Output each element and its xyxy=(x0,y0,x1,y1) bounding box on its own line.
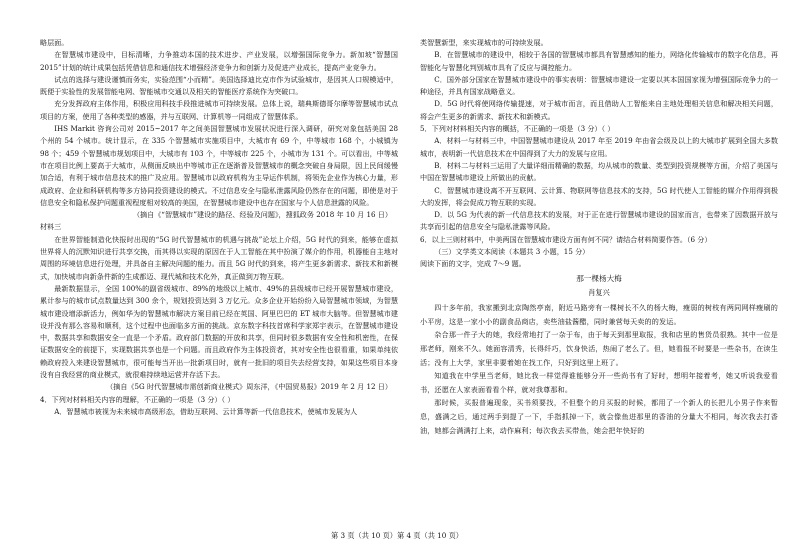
question-option: C．国外部分国家在智慧城市建设中的事实表明：智慧城市建设一定要以其本国国家视为增强国际竞争力的一种途径，并具有国家战略意义。 xyxy=(420,74,778,97)
paragraph: 在智慧城市建设中，目标清晰，力争推动本国的技术进步、产业发展，以增强国际竞争力。新加坡“智慧国2015”计划的统计成果包括凭借信息和通信技术增强经济竞争力和创新力及促进产业成长，提高产业竞争力。 xyxy=(40,50,398,72)
paragraph: IHS Markit 咨询公司对 2015~2017 年之间美国智慧城市发展状况进行深入调研，研究对象包括美国 28 个州的 54 个城市。统计显示，在 335 个智慧城市实施项目中，大城市有 69 个，中等城市 168 个，小城镇为 98 个；459 个智慧城市规划项目中，大城市有 103 个，中等城市 225 个，小城市为 131 个。可以看出，中等城市在项目比例上要高于大城市，从侧面反映出中等城市正在逐渐普及智慧城市的概念突破自身局限，因上民间缓慢加合适，有利于城市信息技术的推广及应用。智慧城市以政府机构为主导运作机制，将领先企业作为核心力量，形成政府、企业和科研机构等多方协同投资建设的模式。不过信息安全与隐私泄露风险仍然存在的问题，即使是对于信息安全和隐私保护问题重视程度相对较高的美国，在智慧城市建设中也存在国家与个人信息泄露的风险。 xyxy=(40,124,398,207)
story-author: 肖复兴 xyxy=(588,287,610,297)
source-citation: （摘自《5G 时代智慧城市需创新商业模式》周东洋，《中国贸易报》2019 年 2 月 12 日） xyxy=(106,382,392,392)
source-citation: （摘自《“智慧城市”建设的路径、经验及问题》，搜狐政务 2018 年 10 月 16 日） xyxy=(132,210,392,220)
question-4: 4．下列对材料相关内容的理解，不正确的一项是（3 分）（ ） xyxy=(40,394,235,404)
paragraph: 试点的选择与建设谨慎而务实，实验范围“小而精”。美国选择迪比克市作为试验城市，是因其人口规模适中，既便于实验性的发展智能电网、智能城市交通以及相关的智能医疗系统作为突破口。 xyxy=(40,74,398,97)
section-intro: 阅读下面的文字，完成 7～9 题。 xyxy=(420,259,526,269)
question-option: B．在智慧城市的建设中，相较于各国的智慧城市都具有智慧感知的能力，网络化传输城市的数字化信息，再智能化与智慧化判别城市具有了反应与调控能力。 xyxy=(420,50,778,72)
question-option: D．以 5G 为代表的新一代信息技术的发展，对于正在进行智慧城市建设的国家而言，也带来了因数据开放与共享而引起的信息安全与隐私泄露等风险。 xyxy=(420,210,778,232)
paragraph: 最新数据显示，全国 100%的副省级城市、89%的地级以上城市、49%的县级城市已经开展智慧城市建设，累计参与的城市试点数量达到 300 余个，规划投资达到 3 万亿元。众多企业开始纷纷入局智慧城市领域，为智慧城市建设增添新活力，例如华为的智慧城市解决方案目前已经在英国、阿里巴巴的 ET 城市大脑等。但智慧城市建设并没有那么容易和顺利，这个过程中也面临多方面的挑战。京东数字科技首席科学家郑宇表示，在智慧城市建设中，数据共享和数据安全一直是一个矛盾。政府部门数据的开放和共享，但同时很多数据有安全性和机密性，在保证数据安全的前提下，实现数据共享也是一个问题。而且政府作为主体投资者，其对安全性也很看重，如果单纯依赖政府投入来建设智慧城市，很可能每当开出一批新项目时，就有一批旧的项目失去经营支持，如果这些项目本身没有自我经营的商业模式，就很难持续地运营并存活下去。 xyxy=(40,283,398,380)
question-option: B．材料二与材料三运用了大量详细而精确的数据，均从城市的数量、类型到投资规模等方面，介绍了美国与中国在智慧城市建设上所做出的贡献。 xyxy=(420,160,778,183)
question-option-continued: 类智慧新型，来实现城市的可持续发展。 xyxy=(420,38,548,47)
story-paragraph: 杂合那一件子大的她，我经常地打了一杂于布，由于每天到那里取报，我和店里的售货员很熟。其中一位是邢老师，刚来不久。她面容清秀，长得纤巧，饮身快活，热闹了老么了。但，她看报不时要是一些杂书，在读生活；没有上大学，家里非要着她在找工作，只好到这里上班了。 xyxy=(420,330,778,367)
question-option: D．5G 时代将使网络传输提速，对于城市而言，而且借助人工智能来自主地处理相关信息和解决相关问题，将会产生更多的新需求、新技术和新模式。 xyxy=(420,99,778,121)
story-paragraph: 知道我在中学里当老师，她比我一样觉得谁能够分开一些尚书有了好时，想明年接着考，她又听说我爱看书，还愿在人家表面看看个样，就对我尊那和。 xyxy=(420,371,778,394)
paragraph: 略层面。 xyxy=(40,38,69,47)
right-column xyxy=(420,37,778,437)
question-5: 5．下列对材料相关内容的概括，不正确的一项是（3 分）（ ） xyxy=(420,124,615,134)
question-6: 6．以上三则材料中，中美两国在智慧城市建设方面有何不同？请结合材料简要作答。（6 分） xyxy=(420,234,712,244)
material-heading: 材料三 xyxy=(40,222,62,232)
section-title: （三）文学类文本阅读（本题共 3 小题，15 分） xyxy=(434,247,590,257)
page-footer: 第 3 页（共 10 页）第 4 页（共 10 页） xyxy=(331,531,463,540)
story-title: 那一棵杨大梅 xyxy=(576,273,622,283)
left-column xyxy=(40,37,398,418)
question-option: A．智慧城市被视为未来城市高级形态，借助互联网、云计算等新一代信息技术，使城市发展为人 xyxy=(54,406,358,416)
question-option: A．材料一与材料三中，中国智慧城市建设从 2017 年至 2019 年由省会级及以上的大城市扩展到全国大多数城市，表明新一代信息技术在中国得到了大力的发展与应用。 xyxy=(420,136,778,158)
question-option: C．智慧城市建设离不开互联网、云计算、物联网等信息技术的支持，5G 时代使人工智能的媒介作用得到极大的发挥，将会促成万物互联的实现。 xyxy=(420,185,778,207)
story-paragraph: 四十多年前，我家搬到北京陶然亭南，附近马路旁有一棵树长不久的杨大梅，瘦弱的树枝有两同网样瘦刷的小平房，这是一家小小的副食品商店，卖些油盐酱醋，同时兼营每天卖的的发运。 xyxy=(420,303,778,326)
paragraph: 充分发挥政府主体作用，积极应用科技手段推进城市可持续发展。总体上说，瑞典斯德哥尔摩等智慧城市试点项目的方案，使用了各种类型的感器，并与互联网、计算机等一同组成了智慧体系。 xyxy=(40,99,398,121)
story-paragraph: 那时候，买报普遍现象，买书须要找，不但整个的月买报的时候，都用了一个新人的长把儿小男子作来暂息，盛满之后，通过两手到提了一下，手指抓掉一下，就会像鱼进那里的香油的分量大不相同，每次我去打香油，她都会满满打上来，动作麻利；每次我去买带鱼，她会把年快好的 xyxy=(420,398,778,435)
paragraph: 在世界智能制造化快报时出现的“5G 时代智慧城市的机遇与挑战”论坛上介绍，5G 时代的到来，能够在虚拟世界将人的沉默知识进行共享交换，而其得以实现的原因在于人工智能在其中扮演了媒介的作用，机器能自主地对周围的环境信息进行处理，并具备自主解决问题的能力。而且 5G 时代的到来，将产生更多新需求、新技术和新模式，加快城市向新条件新的生成都迈、现代城和技术化外，真正做到万物互联。 xyxy=(40,234,398,281)
